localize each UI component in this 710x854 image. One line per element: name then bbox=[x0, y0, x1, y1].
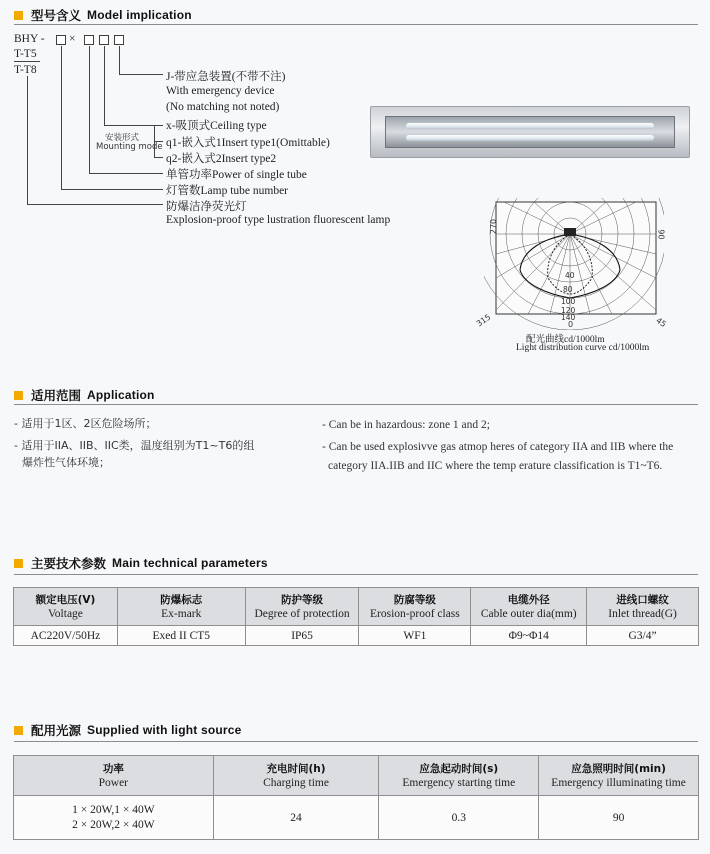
power-line-2: 2 × 20W,2 × 40W bbox=[72, 818, 155, 831]
lamp-housing bbox=[385, 116, 675, 148]
section-params-heading bbox=[14, 554, 268, 572]
cell-illuminating-time: 90 bbox=[539, 796, 699, 840]
desc-emergency-cn: J-带应急装置(不带不注) bbox=[166, 71, 286, 83]
ring-label: 40 bbox=[565, 271, 575, 280]
section-application-en: Application bbox=[87, 388, 155, 402]
connector-line bbox=[119, 46, 120, 74]
code-box-3 bbox=[99, 35, 109, 45]
section-divider bbox=[14, 741, 698, 742]
section-marker-icon bbox=[14, 726, 23, 735]
source-table bbox=[13, 755, 699, 840]
desc-tube-number: 灯管数Lamp tube number bbox=[166, 185, 289, 197]
application-en-2: - Can be used explosivve gas atmop heres of category IIA and IIB where the bbox=[322, 441, 674, 453]
header-cell: 应急照明时间(min) Emergency illuminating time bbox=[539, 756, 699, 796]
cell-inlet-thread: G3/4” bbox=[587, 626, 699, 646]
angle-label: 270 bbox=[489, 218, 499, 235]
section-divider bbox=[14, 574, 698, 575]
header-cell: 防爆标志 Ex-mark bbox=[117, 588, 245, 626]
section-marker-icon bbox=[14, 11, 23, 20]
connector-line bbox=[119, 74, 163, 75]
code-box-2 bbox=[84, 35, 94, 45]
header-cell: 额定电压(V) Voltage bbox=[14, 588, 118, 626]
ring-label: 100 bbox=[561, 297, 576, 306]
ring-label: 80 bbox=[563, 285, 573, 294]
times-sign: × bbox=[69, 33, 76, 45]
cell-charging-time: 24 bbox=[213, 796, 379, 840]
cell-power bbox=[14, 796, 214, 840]
cell-voltage: AC220V/50Hz bbox=[14, 626, 118, 646]
cell-starting-time: 0.3 bbox=[379, 796, 539, 840]
section-params-en: Main technical parameters bbox=[112, 556, 268, 570]
section-model-cn: 型号含义 bbox=[31, 8, 82, 23]
section-marker-icon bbox=[14, 391, 23, 400]
desc-ceiling: x-吸顶式Ceiling type bbox=[166, 120, 267, 132]
desc-insert2: q2-嵌入式2Insert type2 bbox=[166, 153, 277, 165]
cell-protection: IP65 bbox=[245, 626, 359, 646]
lamp-tube bbox=[406, 123, 654, 129]
header-cell: 应急起动时间(s) Emergency starting time bbox=[379, 756, 539, 796]
ring-label: 120 bbox=[561, 306, 576, 315]
code-box-1 bbox=[56, 35, 66, 45]
angle-label: 90 bbox=[656, 229, 666, 240]
desc-insert1: q1-嵌入式1Insert type1(Omittable) bbox=[166, 137, 330, 149]
angle-label: 315 bbox=[474, 312, 493, 329]
ring-label: 140 bbox=[561, 313, 576, 322]
connector-line bbox=[89, 173, 163, 174]
cell-cable-dia: Φ9~Φ14 bbox=[471, 626, 587, 646]
section-source-heading bbox=[14, 721, 242, 739]
connector-line bbox=[89, 46, 90, 173]
mounting-mode-en: Mounting mode bbox=[96, 142, 163, 152]
model-code-t8: T-T8 bbox=[14, 64, 37, 76]
lamp-photo bbox=[370, 106, 690, 158]
mounting-mode-cn: 安装形式 bbox=[105, 133, 140, 143]
desc-lamp-cn: 防爆洁净荧光灯 bbox=[166, 201, 247, 213]
desc-emergency-en: With emergency device bbox=[166, 85, 275, 97]
header-cell: 进线口螺纹 Inlet thread(G) bbox=[587, 588, 699, 626]
model-prefix: BHY - bbox=[14, 33, 45, 45]
connector-line bbox=[61, 189, 163, 190]
section-params-cn: 主要技术参数 bbox=[31, 556, 107, 571]
header-cell: 充电时间(h) Charging time bbox=[213, 756, 379, 796]
section-model-heading bbox=[14, 6, 192, 24]
cell-ex-mark: Exed II CT5 bbox=[117, 626, 245, 646]
desc-power: 单管功率Power of single tube bbox=[166, 169, 307, 181]
table-header-row bbox=[14, 588, 699, 626]
desc-no-matching: (No matching not noted) bbox=[166, 101, 280, 113]
params-table bbox=[13, 587, 699, 646]
connector-line bbox=[154, 157, 163, 158]
angle-label: 0 bbox=[568, 320, 574, 329]
code-box-4 bbox=[114, 35, 124, 45]
header-cell: 防护等级 Degree of protection bbox=[245, 588, 359, 626]
code-underline bbox=[14, 61, 40, 62]
header-cell: 防腐等级 Erosion-proof class bbox=[359, 588, 471, 626]
table-header-row bbox=[14, 756, 699, 796]
application-en-3: category IIA.IIB and IIC where the temp erature classification is T1~T6. bbox=[328, 460, 663, 472]
polar-caption-cn: 配光曲线cd/1000lm bbox=[526, 335, 605, 345]
header-cell: 电缆外径 Cable outer dia(mm) bbox=[471, 588, 587, 626]
section-divider bbox=[14, 404, 698, 405]
cell-erosion: WF1 bbox=[359, 626, 471, 646]
power-line-1: 1 × 20W,1 × 40W bbox=[72, 803, 155, 816]
table-row bbox=[14, 796, 699, 840]
angle-label: 45 bbox=[654, 315, 668, 330]
polar-caption-en: Light distribution curve cd/1000lm bbox=[516, 343, 650, 353]
application-cn-2: - 适用于IIA、IIB、IIC类，温度组别为T1~T6的组 bbox=[14, 439, 255, 452]
section-application-heading bbox=[14, 386, 155, 404]
lamp-center-mark bbox=[564, 228, 576, 236]
section-model-en: Model implication bbox=[87, 8, 192, 22]
application-en-1: - Can be in hazardous: zone 1 and 2; bbox=[322, 419, 490, 431]
section-source-en: Supplied with light source bbox=[87, 723, 242, 737]
connector-line bbox=[61, 46, 62, 189]
header-cell: 功率 Power bbox=[14, 756, 214, 796]
model-code bbox=[14, 32, 45, 47]
application-cn-1: - 适用于1区、2区危险场所； bbox=[14, 417, 157, 430]
model-code-t5: T-T5 bbox=[14, 48, 37, 60]
connector-line bbox=[27, 204, 163, 205]
section-marker-icon bbox=[14, 559, 23, 568]
connector-line bbox=[104, 46, 105, 125]
section-application-cn: 适用范围 bbox=[31, 388, 82, 403]
table-row bbox=[14, 626, 699, 646]
section-source-cn: 配用光源 bbox=[31, 723, 82, 738]
lamp-tube bbox=[406, 135, 654, 141]
application-cn-3: 爆炸性气体环境； bbox=[22, 456, 110, 469]
desc-lamp-en: Explosion-proof type lustration fluorescent lamp bbox=[166, 214, 391, 226]
section-divider bbox=[14, 24, 698, 25]
connector-line bbox=[27, 76, 28, 204]
